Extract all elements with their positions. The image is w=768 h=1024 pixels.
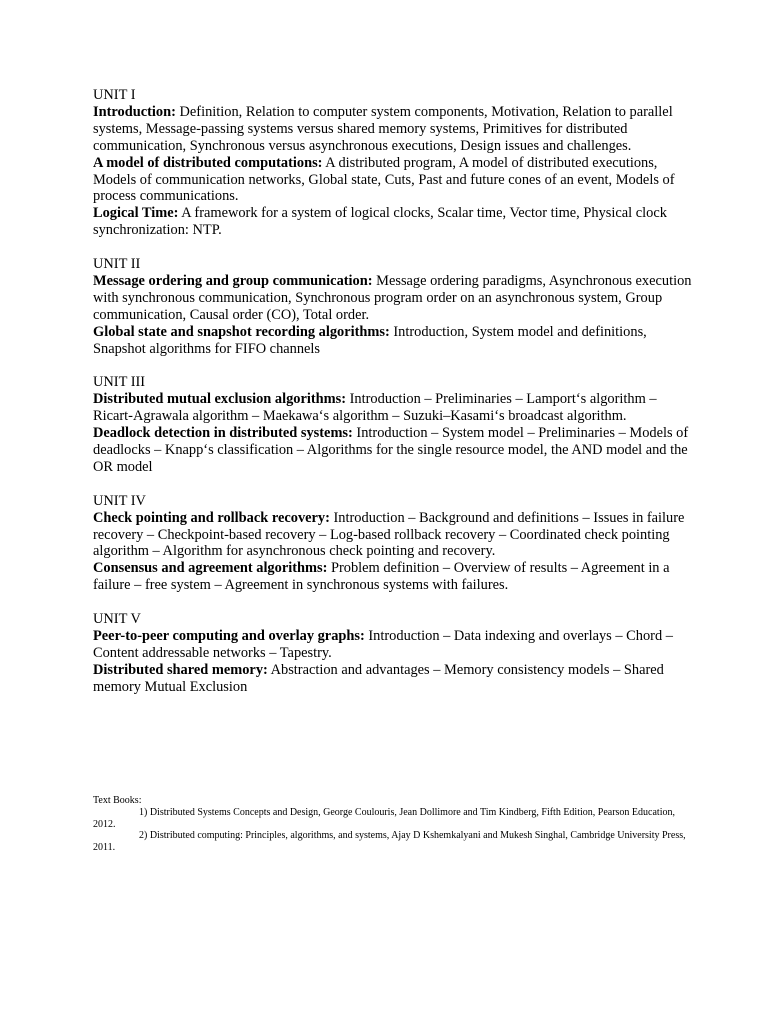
topic-heading: Distributed mutual exclusion algorithms: (93, 391, 347, 408)
unit-title: UNIT V (93, 611, 141, 628)
topic-body: Abstraction and advantages – Memory consistency models – Shared memory Mutual Exclusion (93, 661, 664, 695)
topic-body: Introduction – System model – Preliminaries – Models of deadlocks – Knapp‘s classification – Algorithms for the single resource model, the AND model and the OR model (93, 425, 689, 475)
topic-logical-time (93, 205, 693, 239)
topic-checkpointing-rollback (93, 510, 693, 561)
topic-heading: Message ordering and group communication: (93, 272, 373, 289)
topic-body: Message ordering paradigms, Asynchronous execution with synchronous communication, Synchronous program order on an asynchronous system, Group communication, Causal order (CO), Total order. (93, 272, 692, 323)
topic-heading: Check pointing and rollback recovery: (93, 509, 330, 526)
textbook-item: 1) Distributed Systems Concepts and Design, George Coulouris, Jean Dollimore and Tim Kindberg, Fifth Edition, Pearson Education, 2012. (93, 806, 675, 830)
topic-deadlock-detection (93, 425, 693, 476)
unit-5 (93, 611, 693, 696)
topic-heading: Introduction: (93, 103, 176, 120)
textbooks-section (93, 795, 693, 854)
topic-model-of-distributed-computations (93, 155, 693, 206)
topic-peer-to-peer (93, 628, 693, 662)
unit-title: UNIT II (93, 256, 141, 273)
topic-heading: Deadlock detection in distributed systems: (93, 425, 353, 442)
unit-2 (93, 256, 693, 357)
unit-4 (93, 493, 693, 594)
textbook-item: 2) Distributed computing: Principles, algorithms, and systems, Ajay D Kshemkalyani and Mukesh Singhal, Cambridge University Press, 2011. (93, 830, 686, 854)
topic-body: A framework for a system of logical clocks, Scalar time, Vector time, Physical clock synchronization: NTP. (93, 205, 667, 239)
topic-heading: Consensus and agreement algorithms: (93, 560, 328, 577)
topic-body: Introduction – Background and definitions – Issues in failure recovery – Checkpoint-based recovery – Log-based rollback recovery – Coordinated check pointing algorithm – Algorithm for asynchronous check pointing and recovery. (93, 509, 685, 560)
unit-title: UNIT III (93, 374, 146, 391)
topic-body: Definition, Relation to computer system components, Motivation, Relation to parallel systems, Message-passing systems versus shared memory systems, Primitives for distributed communication, Synchronous versus asynchronous executions, Design issues and challenges. (93, 103, 673, 154)
topic-global-state-snapshot (93, 324, 693, 358)
syllabus-content (93, 87, 693, 712)
topic-message-ordering (93, 273, 693, 324)
unit-3 (93, 374, 693, 475)
topic-heading: Global state and snapshot recording algorithms: (93, 323, 390, 340)
topic-body: Introduction – Data indexing and overlays – Chord – Content addressable networks – Tapestry. (93, 627, 673, 661)
unit-title: UNIT I (93, 87, 136, 103)
topic-distributed-shared-memory (93, 662, 693, 696)
topic-body: Introduction – Preliminaries – Lamport‘s algorithm – Ricart-Agrawala algorithm – Maekawa‘s algorithm – Suzuki–Kasami‘s broadcast algorithm. (93, 391, 657, 425)
topic-heading: Logical Time: (93, 205, 179, 222)
topic-heading: Peer-to-peer computing and overlay graphs: (93, 627, 365, 644)
topic-mutual-exclusion (93, 391, 693, 425)
topic-heading: A model of distributed computations: (93, 154, 323, 171)
topic-body: A distributed program, A model of distributed executions, Models of communication networks, Global state, Cuts, Past and future cones of an event, Models of process communications. (93, 154, 675, 205)
topic-heading: Distributed shared memory: (93, 661, 268, 678)
textbooks-label: Text Books: (93, 795, 142, 806)
topic-body: Problem definition – Overview of results – Agreement in a failure – free system – Agreement in synchronous systems with failures. (93, 560, 670, 594)
topic-consensus-agreement (93, 560, 693, 594)
topic-body: Introduction, System model and definitions, Snapshot algorithms for FIFO channels (93, 323, 647, 357)
unit-title: UNIT IV (93, 492, 146, 509)
unit-1 (93, 87, 693, 239)
topic-introduction (93, 104, 693, 155)
